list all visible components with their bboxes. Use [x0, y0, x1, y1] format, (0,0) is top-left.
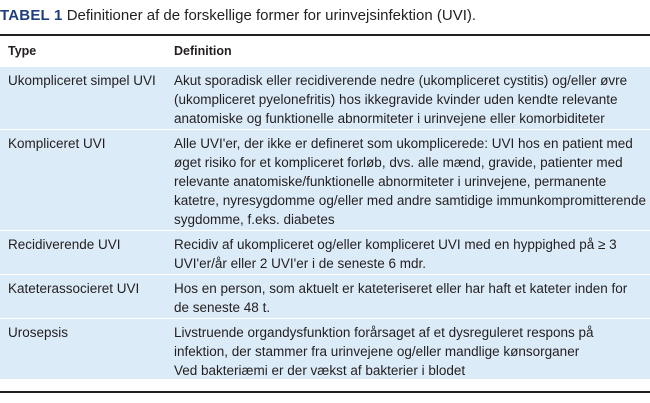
row-definition: [174, 319, 646, 380]
table-row: [0, 319, 650, 380]
table-row: [0, 67, 650, 130]
definition-line: relevante anatomiske/funktionelle abnormiteter i urinvejene, permanente: [174, 174, 607, 189]
definition-line: Akut sporadisk eller recidiverende nedre (ukompliceret cystitis) og/eller øvre: [174, 73, 628, 88]
table-row: [0, 130, 650, 231]
definition-line: (ukompliceret pyelonefritis) hos ikkegravide kvinder uden kendte relevante: [174, 92, 618, 107]
definition-line: UVI'er/år eller 2 UVI'er i de seneste 6 mdr.: [174, 256, 427, 271]
definition-line: Hos en person, som aktuelt er kateteriseret eller har haft et kateter inden for: [174, 281, 628, 296]
definitions-table: [0, 36, 650, 380]
bottom-rule: [0, 391, 650, 393]
definition-line: Livstruende organdysfunktion forårsaget af et dysreguleret respons på: [174, 325, 594, 340]
row-definition: [174, 231, 646, 273]
table-caption: [0, 5, 650, 27]
definition-line: katetre, nyresygdomme og/eller med andre samtidige immunkompromitterende: [174, 193, 646, 208]
row-type: Urosepsis: [8, 325, 69, 340]
table-number-label: TABEL 1: [0, 7, 63, 24]
header-type: Type: [8, 44, 37, 58]
row-definition: [174, 130, 646, 229]
definition-line: Ved bakteriæmi er der vækst af bakterier i blodet: [174, 363, 466, 378]
definition-line: øget risiko for et kompliceret forløb, dvs. alle mænd, gravide, patienter med: [174, 155, 623, 170]
table-header-row: [0, 36, 650, 67]
definition-line: Recidiv af ukompliceret og/eller kompliceret UVI med en hyppighed på ≥ 3: [174, 237, 617, 252]
row-definition: [174, 67, 646, 128]
definition-line: infektion, der stammer fra urinvejene og/eller mandlige kønsorganer: [174, 344, 580, 359]
definition-line: Alle UVI'er, der ikke er defineret som ukomplicerede: UVI hos en patient med: [174, 136, 633, 151]
row-type: Ukompliceret simpel UVI: [8, 73, 156, 88]
definition-line: de seneste 48 t.: [174, 300, 271, 315]
definition-line: sygdomme, f.eks. diabetes: [174, 212, 335, 227]
table-row: [0, 231, 650, 275]
definition-line: anatomiske og funktionelle abnormiteter i urinvejene eller komorbiditeter: [174, 111, 605, 126]
table-title: Definitioner af de forskellige former for urinvejsinfektion (UVI).: [66, 7, 477, 24]
header-definition: Definition: [174, 44, 232, 58]
row-type: Kateterassocieret UVI: [8, 281, 140, 296]
row-type: Kompliceret UVI: [8, 136, 106, 151]
table-row: [0, 275, 650, 319]
row-type: Recidiverende UVI: [8, 237, 121, 252]
row-definition: [174, 275, 646, 317]
